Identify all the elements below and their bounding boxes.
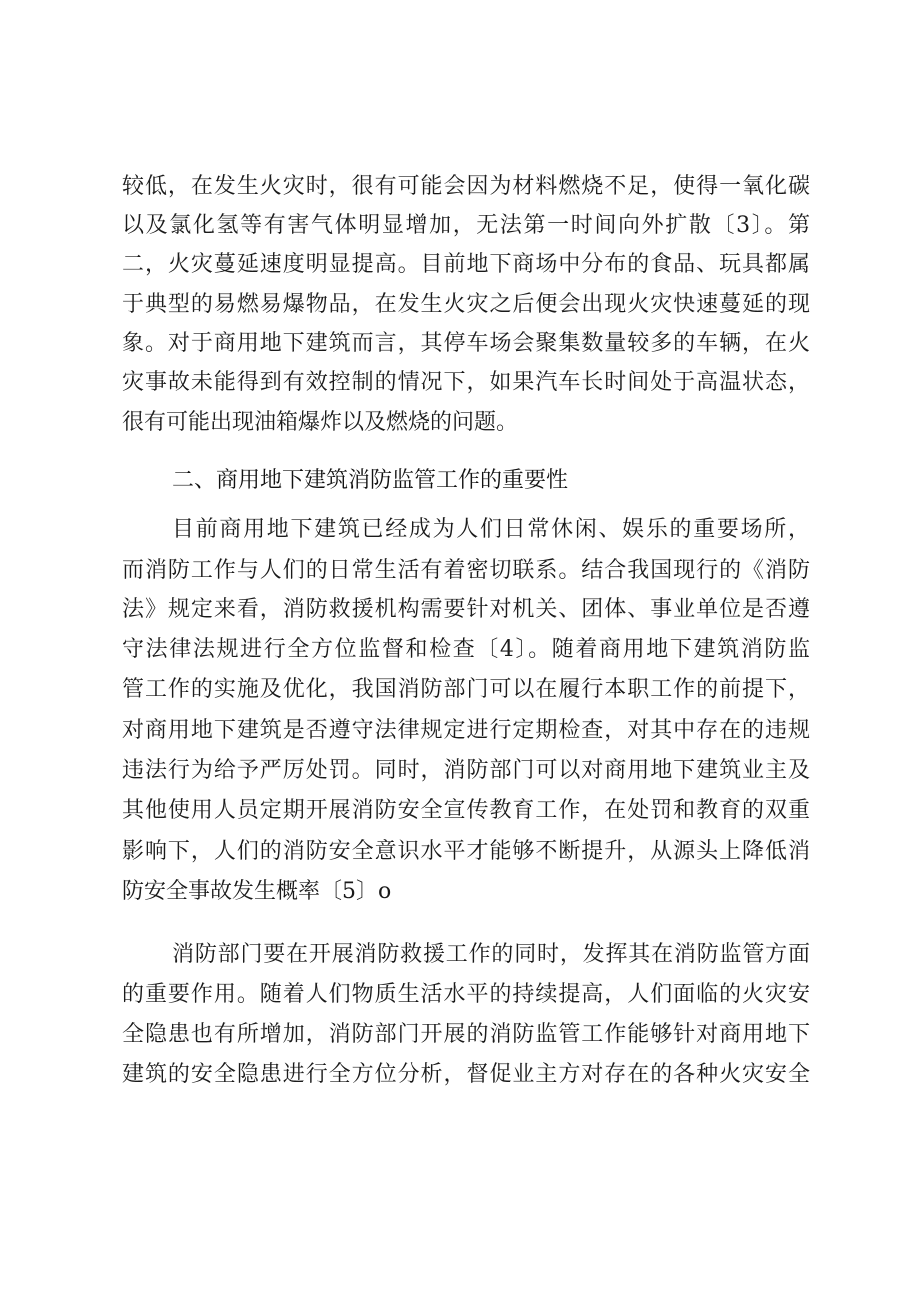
paragraph2-line-1: 目前商用地下建筑已经成为人们日常休闲、娱乐的重要场所， [172,517,810,542]
section-heading: 二、商用地下建筑消防监管工作的重要性 [172,468,569,493]
paragraph1-line-6: 灾事故未能得到有效控制的情况下，如果汽车长时间处于高温状态， [122,370,810,395]
paragraph3-line-3: 全隐患也有所增加，消防部门开展的消防监管工作能够针对商用地下 [122,1022,810,1047]
paragraph2-line-10: 防安全事故发生概率〔5〕o [122,879,392,904]
paragraph1-line-5: 象。对于商用地下建筑而言，其停车场会聚集数量较多的车辆，在火 [122,331,810,356]
paragraph1-line-4: 于典型的易燃易爆物品，在发生火灾之后便会出现火灾快速蔓延的现 [122,292,810,317]
paragraph1-line-1: 较低，在发生火灾时，很有可能会因为材料燃烧不足，使得一氧化碳 [122,174,810,199]
paragraph2-line-4: 守法律法规进行全方位监督和检查〔4〕。随着商用地下建筑消防监 [122,637,810,662]
paragraph2-line-9: 影响下，人们的消防安全意识水平才能够不断提升，从源头上降低消 [122,839,810,864]
paragraph1-line-2: 以及氯化氢等有害气体明显增加，无法第一时间向外扩散〔3〕。第 [122,213,810,238]
paragraph2-line-7: 违法行为给予严厉处罚。同时，消防部门可以对商用地下建筑业主及 [122,758,810,783]
paragraph3-line-1: 消防部门要在开展消防救援工作的同时，发挥其在消防监管方面 [172,942,810,967]
paragraph3-line-4: 建筑的安全隐患进行全方位分析，督促业主方对存在的各种火灾安全 [122,1062,810,1087]
paragraph2-line-5: 管工作的实施及优化，我国消防部门可以在履行本职工作的前提下， [122,677,810,702]
paragraph2-line-3: 法》规定来看，消防救援机构需要针对机关、团体、事业单位是否遵 [122,597,810,622]
paragraph3-line-2: 的重要作用。随着人们物质生活水平的持续提高，人们面临的火灾安 [122,982,810,1007]
paragraph2-line-6: 对商用地下建筑是否遵守法律规定进行定期检查，对其中存在的违规 [122,718,810,743]
paragraph1-line-7: 很有可能出现油箱爆炸以及燃烧的问题。 [122,410,519,435]
paragraph2-line-2: 而消防工作与人们的日常生活有着密切联系。结合我国现行的《消防 [122,558,810,583]
paragraph2-line-8: 其他使用人员定期开展消防安全宣传教育工作，在处罚和教育的双重 [122,798,810,823]
paragraph1-line-3: 二，火灾蔓延速度明显提高。目前地下商场中分布的食品、玩具都属 [122,252,810,277]
